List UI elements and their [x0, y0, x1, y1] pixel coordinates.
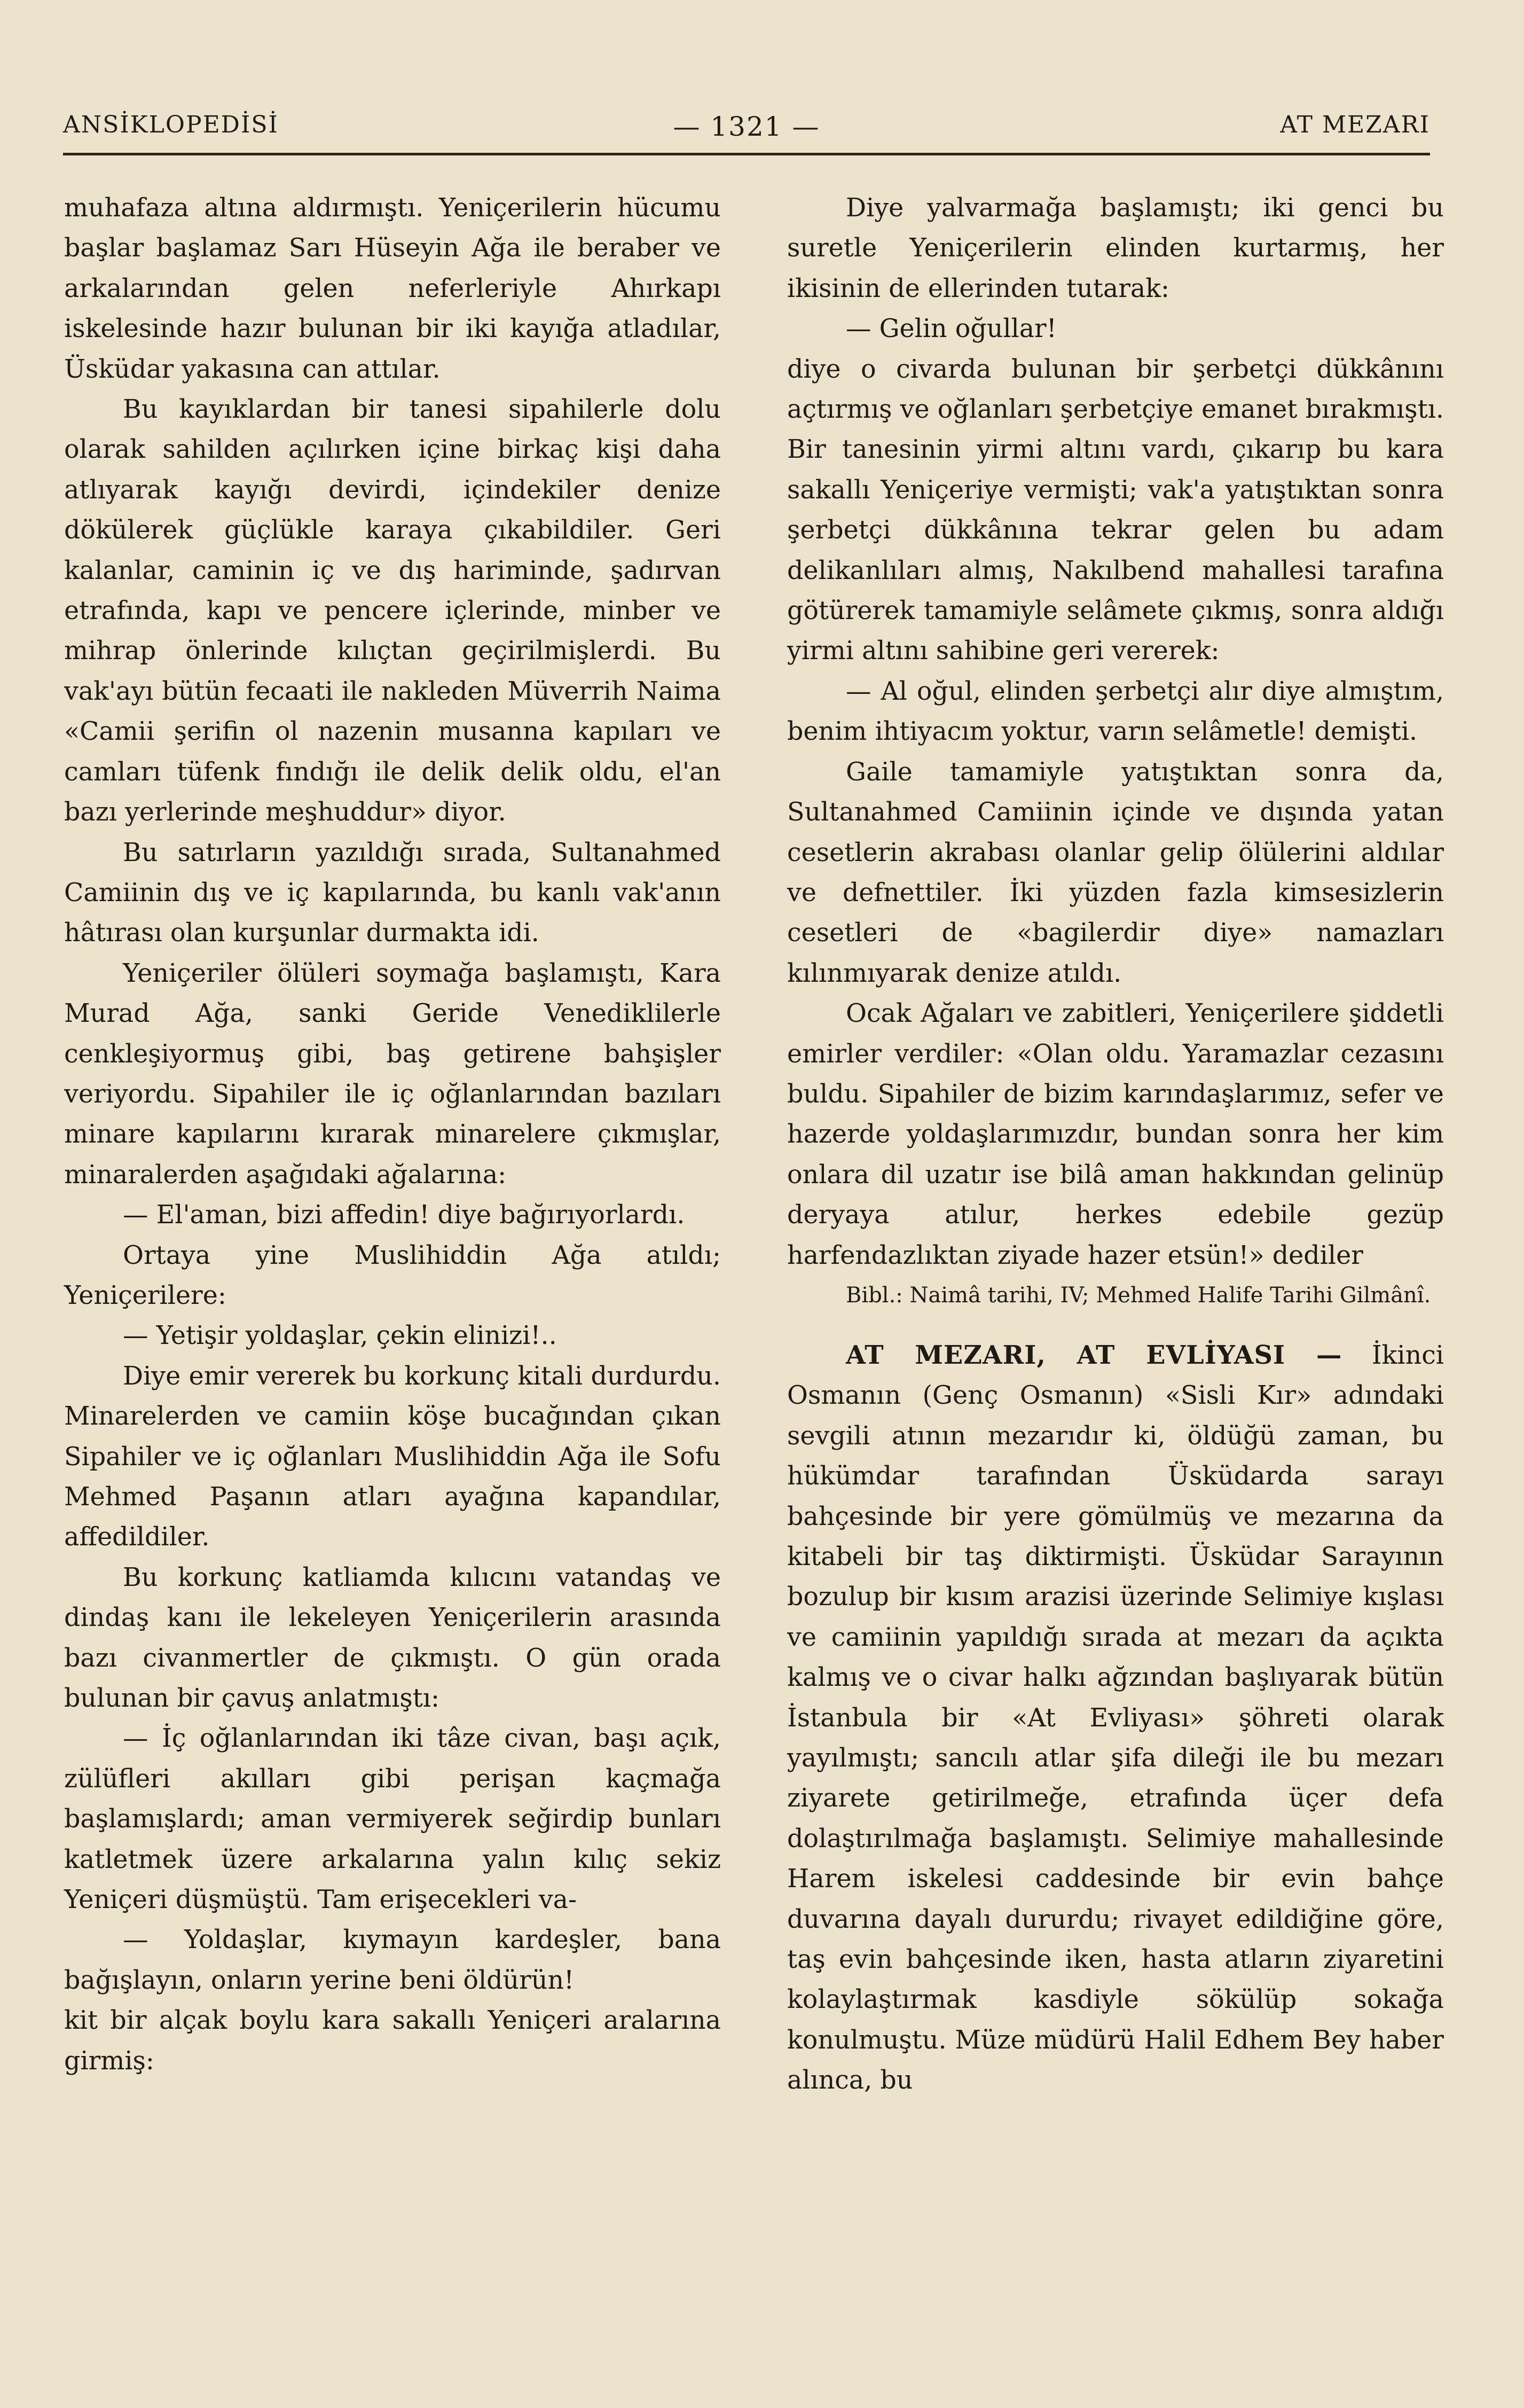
running-header — [63, 111, 1430, 148]
paragraph: Ortaya yine Muslihiddin Ağa atıldı; Yeniçerilere: — [64, 1240, 721, 1310]
header-rule — [63, 153, 1430, 155]
entry-text: İkinci Osmanın (Genç Osmanın) «Sisli Kır» adındaki sevgili atının mezarıdır ki, öldüğü zaman, bu hükümdar tarafından Üsküdarda sarayı bahçesinde bir yere gömülmüş ve mezarına da kitabeli bir taş diktirmişti. Üsküdar Sarayının bozulup bir kısım arazisi üzerinde Selimiye kışlası ve camiinin yapıldığı sırada at mezarı da açıkta kalmış ve o civar halkı ağzından başlıyarak bütün İstanbula bir «At Evliyası» şöhreti olarak yayılmıştı; sancılı atlar şifa dileği ile bu mezarı ziyarete getirilmeğe, etrafında üçer defa dolaştırılmağa başlamıştı. Selimiye mahallesinde Harem iskelesi caddesinde bir evin bahçe duvarına dayalı dururdu; rivayet edildiğine göre, taş evin bahçesinde iken, hasta atların ziyaretini kolaylaştırmak kasdiyle sökülüp sokağa konulmuştu. Müze müdürü Halil Edhem Bey haber alınca, bu — [787, 1340, 1444, 2096]
paragraph: diye o civarda bulunan bir şerbetçi dükkânını açtırmış ve oğlanları şerbetçiye emanet bırakmıştı. Bir tanesinin yirmi altını vardı, çıkarıp bu kara sakallı Yeniçeriye vermişti; vak'a yatıştıktan sonra şerbetçi dükkânına tekrar gelen bu adam delikanlıları almış, Nakılbend mahallesi tarafına götürerek tamamiyle selâmete çıkmış, sonra aldığı yirmi altını sahibine geri vererek: — [787, 354, 1444, 666]
paragraph: — Al oğul, elinden şerbetçi alır diye almıştım, benim ihtiyacım yoktur, varın selâmetle! demişti. — [787, 676, 1444, 747]
paragraph: — El'aman, bizi affedin! diye bağırıyorlardı. — [123, 1200, 685, 1230]
paragraph: muhafaza altına aldırmıştı. Yeniçerilerin hücumu başlar başlamaz Sarı Hüseyin Ağa ile beraber ve arkalarından gelen neferleriyle Ahırkapı iskelesinde hazır bulunan bir iki kayığa atladılar, Üsküdar yakasına can attılar. — [64, 193, 721, 384]
paragraph: — Gelin oğullar! — [846, 314, 1057, 344]
paragraph: — İç oğlanlarından iki tâze civan, başı açık, zülüfleri akılları gibi perişan kaçmağa başlamışlardı; aman vermiyerek seğirdip bunları katletmek üzere arkalarına yalın kılıç sekiz Yeniçeri düşmüştü. Tam erişecekleri va- — [64, 1724, 721, 1915]
paragraph: Diye emir vererek bu korkunç kitali durdurdu. Minarelerden ve camiin köşe bucağından çıkan Sipahiler ve iç oğlanları Muslihiddin Ağa ile Sofu Mehmed Paşanın atları ayağına kapandılar, affedildiler. — [64, 1361, 721, 1552]
left-column — [64, 188, 721, 2357]
paragraph: Diye yalvarmağa başlamıştı; iki genci bu suretle Yeniçerilerin elinden kurtarmış, her ikisinin de ellerinden tutarak: — [787, 193, 1444, 303]
paragraph: Gaile tamamiyle yatıştıktan sonra da, Sultanahmed Camiinin içinde ve dışında yatan cesetlerin akrabası olanlar gelip ölülerini aldılar ve defnettiler. İki yüzden fazla kimsesizlerin cesetleri de «bagilerdir diye» namazları kılınmıyarak denize atıldı. — [787, 757, 1444, 988]
entry-heading: AT MEZARI, AT EVLİYASI — — [846, 1340, 1342, 1370]
paragraph: Bu kayıklardan bir tanesi sipahilerle dolu olarak sahilden açılırken içine birkaç kişi daha atlıyarak kayığı devirdi, içindekiler denize dökülerek güçlükle karaya çıkabildiler. Geri kalanlar, caminin iç ve dış hariminde, şadırvan etrafında, kapı ve pencere içlerinde, minber ve mihrap önlerinde kılıçtan geçirilmişlerdi. Bu vak'ayı bütün fecaati ile nakleden Müverrih Naima «Camii şerifin ol nazenin musanna kapıları ve camları tüfenk fındığı ile delik delik oldu, el'an bazı yerlerinde meşhuddur» diyor. — [64, 395, 721, 827]
paragraph: — Yetişir yoldaşlar, çekin elinizi!.. — [123, 1321, 557, 1351]
paragraph: Ocak Ağaları ve zabitleri, Yeniçerilere şiddetli emirler verdiler: «Olan oldu. Yaramazlar cezasını buldu. Sipahiler de bizim karındaşlarımız, sefer ve hazerde yoldaşlarımızdır, bundan sonra her kim onlara dil uzatır ise bilâ aman hakkından gelinüp deryaya atılur, herkes edebile gezüp harfendazlıktan ziyade hazer etsün!» dediler — [787, 999, 1444, 1270]
entry-at-mezari — [787, 1335, 1444, 2101]
paragraph: Bu korkunç katliamda kılıcını vatandaş ve dindaş kanı ile lekeleyen Yeniçerilerin arasında bazı civanmertler de çıkmıştı. O gün orada bulunan bir çavuş anlatmıştı: — [64, 1562, 721, 1714]
page-number: — 1321 — — [673, 111, 820, 142]
paragraph: Bu satırların yazıldığı sırada, Sultanahmed Camiinin dış ve iç kapılarında, bu kanlı vak'anın hâtırası olan kurşunlar durmakta idi. — [64, 838, 721, 948]
right-column — [787, 188, 1444, 2357]
paragraph: — Yoldaşlar, kıymayın kardeşler, bana bağışlayın, onların yerine beni öldürün! — [64, 1925, 721, 1995]
header-left: ANSİKLOPEDİSİ — [63, 111, 279, 138]
paragraph: kit bir alçak boylu kara sakallı Yeniçeri aralarına girmiş: — [64, 2006, 721, 2076]
bibliography: Bibl.: Naimâ tarihi, IV; Mehmed Halife Tarihi Gilmânî. — [846, 1283, 1431, 1308]
paragraph: Yeniçeriler ölüleri soymağa başlamıştı, Kara Murad Ağa, sanki Geride Venediklilerle cenkleşiyormuş gibi, baş getirene bahşişler veriyordu. Sipahiler ile iç oğlanlarından bazıları minare kapılarını kırarak minarelere çıkmışlar, minaralerden aşağıdaki ağalarına: — [64, 958, 721, 1190]
header-right: AT MEZARI — [1280, 111, 1430, 138]
